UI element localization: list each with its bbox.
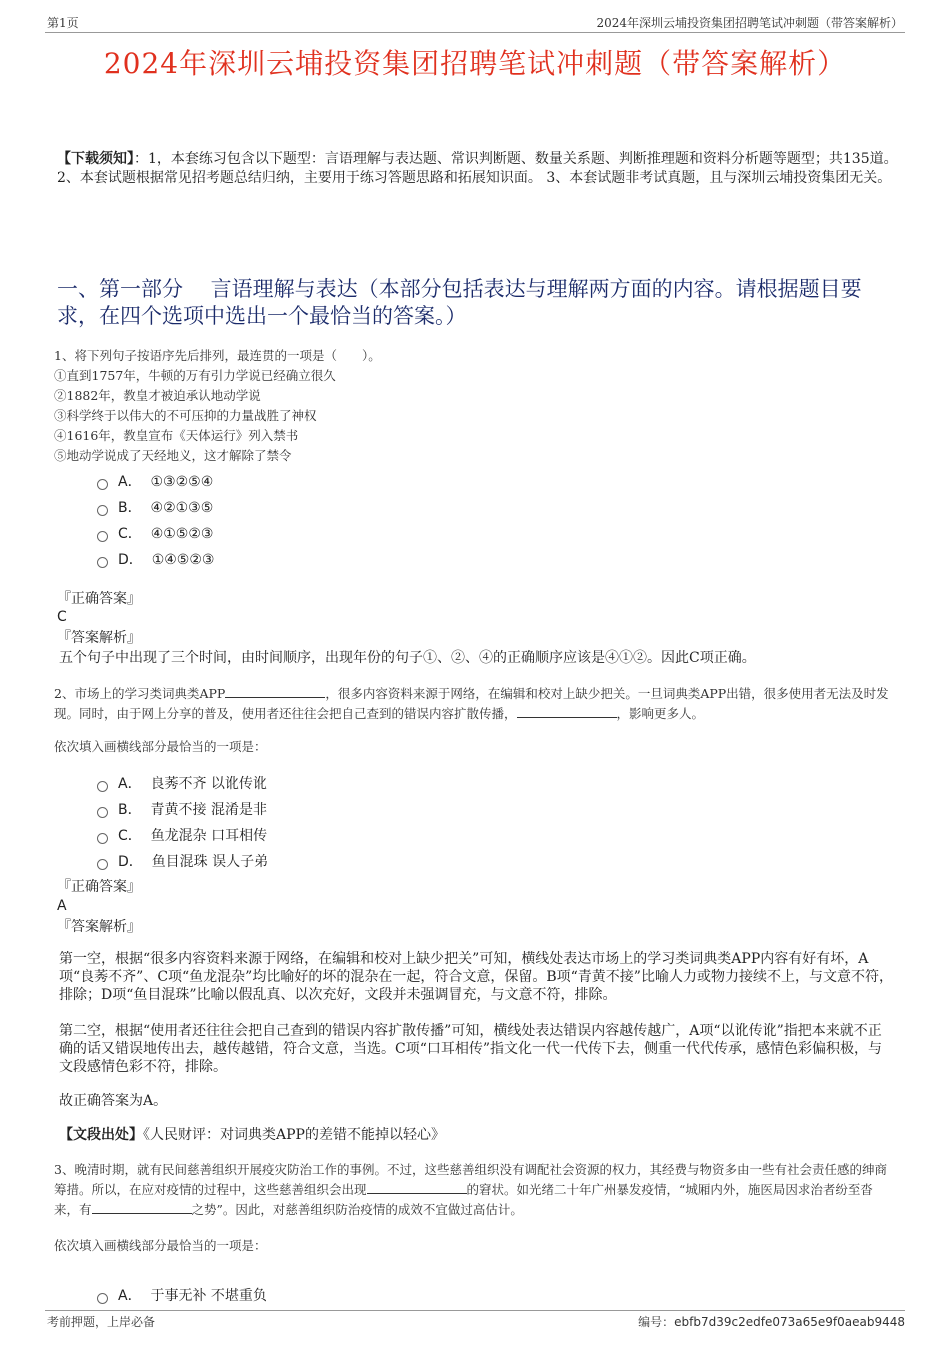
q3-stem: 3、晚清时期，就有民间慈善组织开展疫灾防治工作的事例。不过，这些慈善组织没有调配社会资源的权力，其经费与物资多由一些有社会责任感的绅商筹措。所以，在应对疫情的过程中，这些慈善组织会出现 的窘状。如光绪二十年广州暴发疫情，“城厢内外，施医局因求治者纷至沓来，有 之势”。因此，对慈善组织防治疫情的成效不宜做过高估计。	[54, 1162, 887, 1217]
q2-conclusion: 故正确答案为A。	[59, 1093, 168, 1109]
q3-prompt: 依次填入画横线部分最恰当的一项是：	[54, 1238, 267, 1253]
radio-icon[interactable]	[97, 807, 108, 818]
q2-analysis-label: 『答案解析』	[57, 919, 141, 935]
q2-stem: 2、市场上的学习类词典类APP ，很多内容资料来源于网络，在编辑和校对上缺少把关。一旦词典类APP出错，很多使用者无法及时发现。同时，由于网上分享的普及，使用者还往往会把自己查到的错误内容扩散传播， ，影响更多人。	[54, 686, 889, 721]
footer-slogan: 考前押题，上岸必备	[47, 1315, 156, 1329]
header-divider	[45, 32, 905, 33]
q1-item: ③科学终于以伟大的不可压抑的力量战胜了神权	[54, 408, 317, 423]
radio-icon[interactable]	[97, 1293, 108, 1304]
q1-analysis-label: 『答案解析』	[57, 630, 141, 646]
q1-option-d[interactable]: D． ①④⑤②③	[97, 549, 214, 569]
radio-icon[interactable]	[97, 479, 108, 490]
q2-option-c[interactable]: C． 鱼龙混杂 口耳相传	[97, 825, 267, 845]
fill-blank	[225, 685, 325, 698]
q2-prompt: 依次填入画横线部分最恰当的一项是：	[54, 739, 267, 754]
q1-answer: C	[57, 609, 67, 625]
header-doc-title: 2024年深圳云埔投资集团招聘笔试冲刺题（带答案解析）	[596, 16, 903, 30]
section-heading: 一、第一部分 言语理解与表达（本部分包括表达与理解两方面的内容。请根据题目要求，在四个选项中选出一个最恰当的答案。）	[57, 277, 862, 328]
q1-analysis: 五个句子中出现了三个时间，由时间顺序，出现年份的句子①、②、④的正确顺序应该是④①②。因此C项正确。	[59, 650, 756, 666]
footer-code: 编号：ebfb7d39c2edfe073a65e9f0aeab9448	[638, 1315, 905, 1329]
page-number: 第1页	[47, 16, 79, 30]
q1-item: ②1882年，教皇才被迫承认地动学说	[54, 388, 261, 403]
q1-option-c[interactable]: C． ④①⑤②③	[97, 523, 213, 543]
page-title: 2024年深圳云埔投资集团招聘笔试冲刺题（带答案解析）	[103, 47, 847, 80]
radio-icon[interactable]	[97, 505, 108, 516]
q2-analysis-p1: 第一空，根据“很多内容资料来源于网络，在编辑和校对上缺少把关”可知，横线处表达市场上的学习类词典类APP内容有好有坏，A项“良莠不齐”、C项“鱼龙混杂”均比喻好的坏的混杂在一起，符合文意，保留。B项“青黄不接”比喻人力或物力接续不上，与文意不符，排除；D项“鱼目混珠”比喻以假乱真、以次充好，文段并未强调冒充，与文意不符，排除。	[59, 951, 893, 1003]
radio-icon[interactable]	[97, 859, 108, 870]
q1-item: ①直到1757年，牛顿的万有引力学说已经确立很久	[54, 368, 336, 383]
notice-label: 【下载须知】	[57, 151, 134, 167]
q2-analysis-p2: 第二空，根据“使用者还往往会把自己查到的错误内容扩散传播”可知，横线处表达错误内容越传越广，A项“以讹传讹”指把本来就不正确的话又错误地传出去，越传越错，符合文意，当选。C项“口耳相传”指文化一代一代传下去，侧重一代代传承，感情色彩偏积极，与文段感情色彩不符，排除。	[59, 1023, 883, 1075]
radio-icon[interactable]	[97, 781, 108, 792]
q2-option-a[interactable]: A． 良莠不齐 以讹传讹	[97, 773, 267, 793]
q2-option-b[interactable]: B． 青黄不接 混淆是非	[97, 799, 267, 819]
q2-answer-label: 『正确答案』	[57, 879, 141, 895]
radio-icon[interactable]	[97, 833, 108, 844]
q2-option-d[interactable]: D． 鱼目混珠 误人子弟	[97, 851, 268, 871]
q1-item: ⑤地动学说成了天经地义，这才解除了禁令	[54, 448, 292, 463]
q1-stem: 1、将下列句子按语序先后排列，最连贯的一项是（ ）。	[54, 348, 381, 363]
q1-option-a[interactable]: A． ①③②⑤④	[97, 471, 213, 491]
radio-icon[interactable]	[97, 531, 108, 542]
q1-item: ④1616年，教皇宣布《天体运行》列入禁书	[54, 428, 299, 443]
notice-text: ：1，本套练习包含以下题型：言语理解与表达题、常识判断题、数量关系题、判断推理题和资料分析题等题型；共135道。 2、本套试题根据常见招考题总结归纳，主要用于练习答题思路和拓展知识面。 3、本套试题非考试真题，且与深圳云埔投资集团无关。	[57, 151, 898, 186]
fill-blank	[367, 1181, 467, 1194]
footer-divider	[45, 1310, 905, 1311]
q1-option-b[interactable]: B． ④②①③⑤	[97, 497, 213, 517]
q1-answer-label: 『正确答案』	[57, 591, 141, 607]
radio-icon[interactable]	[97, 557, 108, 568]
q2-source: 【文段出处】《人民财评：对词典类APP的差错不能掉以轻心》	[59, 1127, 445, 1143]
fill-blank	[517, 705, 617, 718]
q2-answer: A	[57, 898, 67, 914]
fill-blank	[92, 1201, 192, 1214]
q3-option-a[interactable]: A． 于事无补 不堪重负	[97, 1285, 267, 1305]
download-notice	[57, 150, 902, 188]
